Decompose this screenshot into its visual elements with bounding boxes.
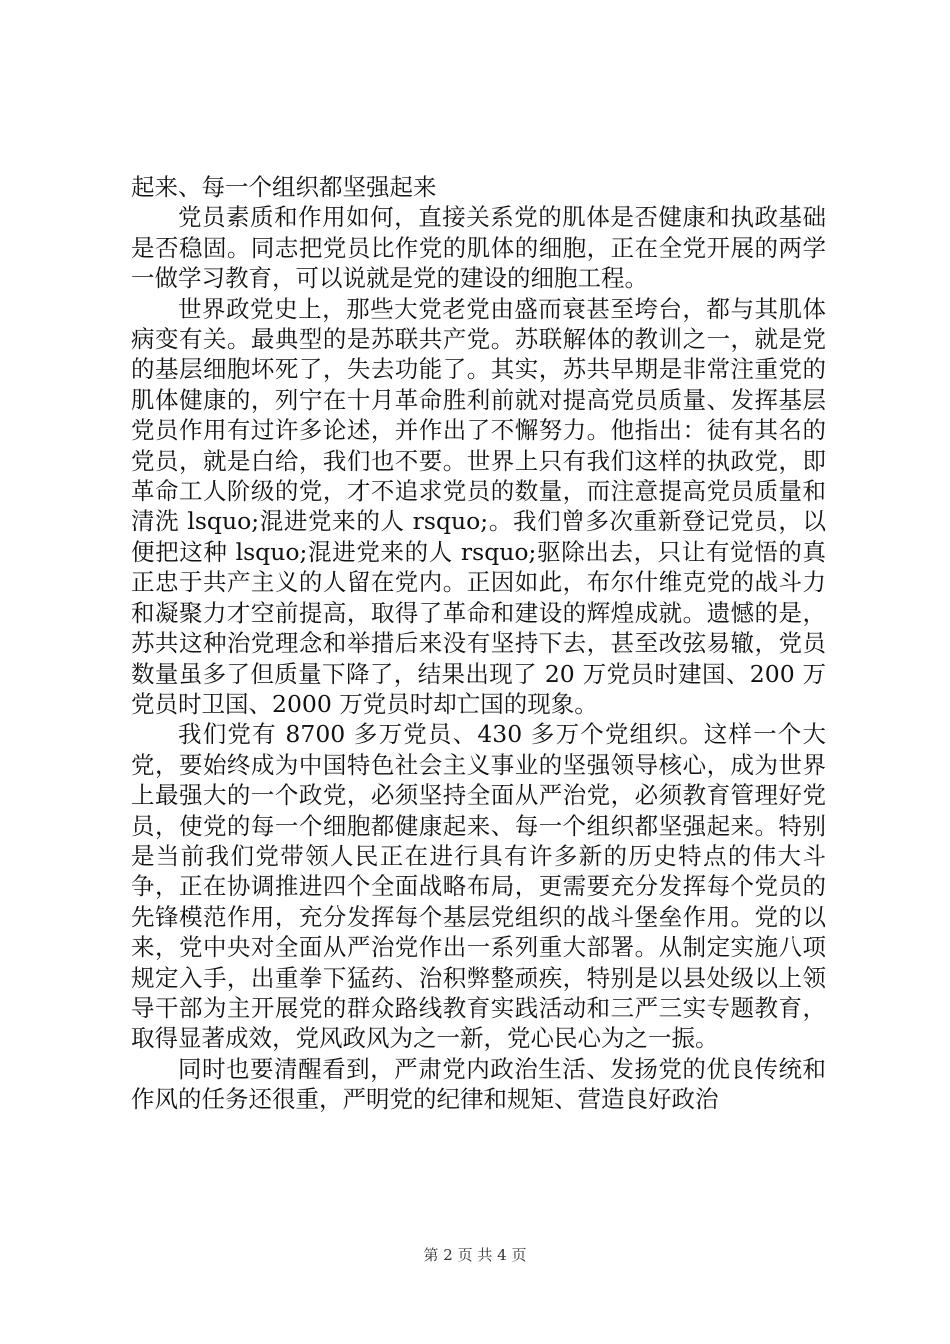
page-number-footer: 第 2 页 共 4 页 (423, 1246, 527, 1264)
document-body (131, 172, 826, 1115)
paragraph-continuation: 起来、每一个组织都坚强起来 (131, 173, 437, 201)
paragraph-sober-view: 同时也要清醒看到，严肃党内政治生活、发扬党的优良传统和作风的任务还很重，严明党的纪律和规矩、营造良好政治 (131, 1054, 826, 1114)
paragraph-party-scale: 我们党有 8700 多万党员、430 多万个党组织。这样一个大党，要始终成为中国特色社会主义事业的坚强领导核心，成为世界上最强大的一个政党，必须坚持全面从严治党，必须教育管理好党员，使党的每一个细胞都健康起来、每一个组织都坚强起来。特别是当前我们党带领人民正在进行具有许多新的历史特点的伟大斗争，正在协调推进四个全面战略布局，更需要充分发挥每个党员的先锋模范作用，充分发挥每个基层党组织的战斗堡垒作用。党的以来，党中央对全面从严治党作出一系列重大部署。从制定实施八项规定入手，出重拳下猛药、治积弊整顽疾，特别是以县处级以上领导干部为主开展党的群众路线教育实践活动和三严三实专题教育，取得显著成效，党风政风为之一新，党心民心为之一振。 (131, 720, 826, 1053)
paragraph-party-member-quality: 党员素质和作用如何，直接关系党的肌体是否健康和执政基础是否稳固。同志把党员比作党的肌体的细胞，正在全党开展的两学一做学习教育，可以说就是党的建设的细胞工程。 (131, 203, 826, 293)
paragraph-soviet-lesson: 世界政党史上，那些大党老党由盛而衰甚至垮台，都与其肌体病变有关。最典型的是苏联共产党。苏联解体的教训之一，就是党的基层细胞坏死了，失去功能了。其实，苏共早期是非常注重党的肌体健康的，列宁在十月革命胜利前就对提高党员质量、发挥基层党员作用有过许多论述，并作出了不懈努力。他指出：徒有其名的党员，就是白给，我们也不要。世界上只有我们这样的执政党，即革命工人阶级的党，才不追求党员的数量，而注意提高党员质量和清洗 lsquo;混进党来的人 rsquo;。我们曾多次重新登记党员，以便把这种 lsquo;混进党来的人 rsquo;驱除出去，只让有觉悟的真正忠于共产主义的人留在党内。正因如此，布尔什维克党的战斗力和凝聚力才空前提高，取得了革命和建设的辉煌成就。遗憾的是，苏共这种治党理念和举措后来没有坚持下去，甚至改弦易辙，党员数量虽多了但质量下降了，结果出现了 20 万党员时建国、200 万党员时卫国、2000 万党员时却亡国的现象。 (131, 294, 826, 718)
